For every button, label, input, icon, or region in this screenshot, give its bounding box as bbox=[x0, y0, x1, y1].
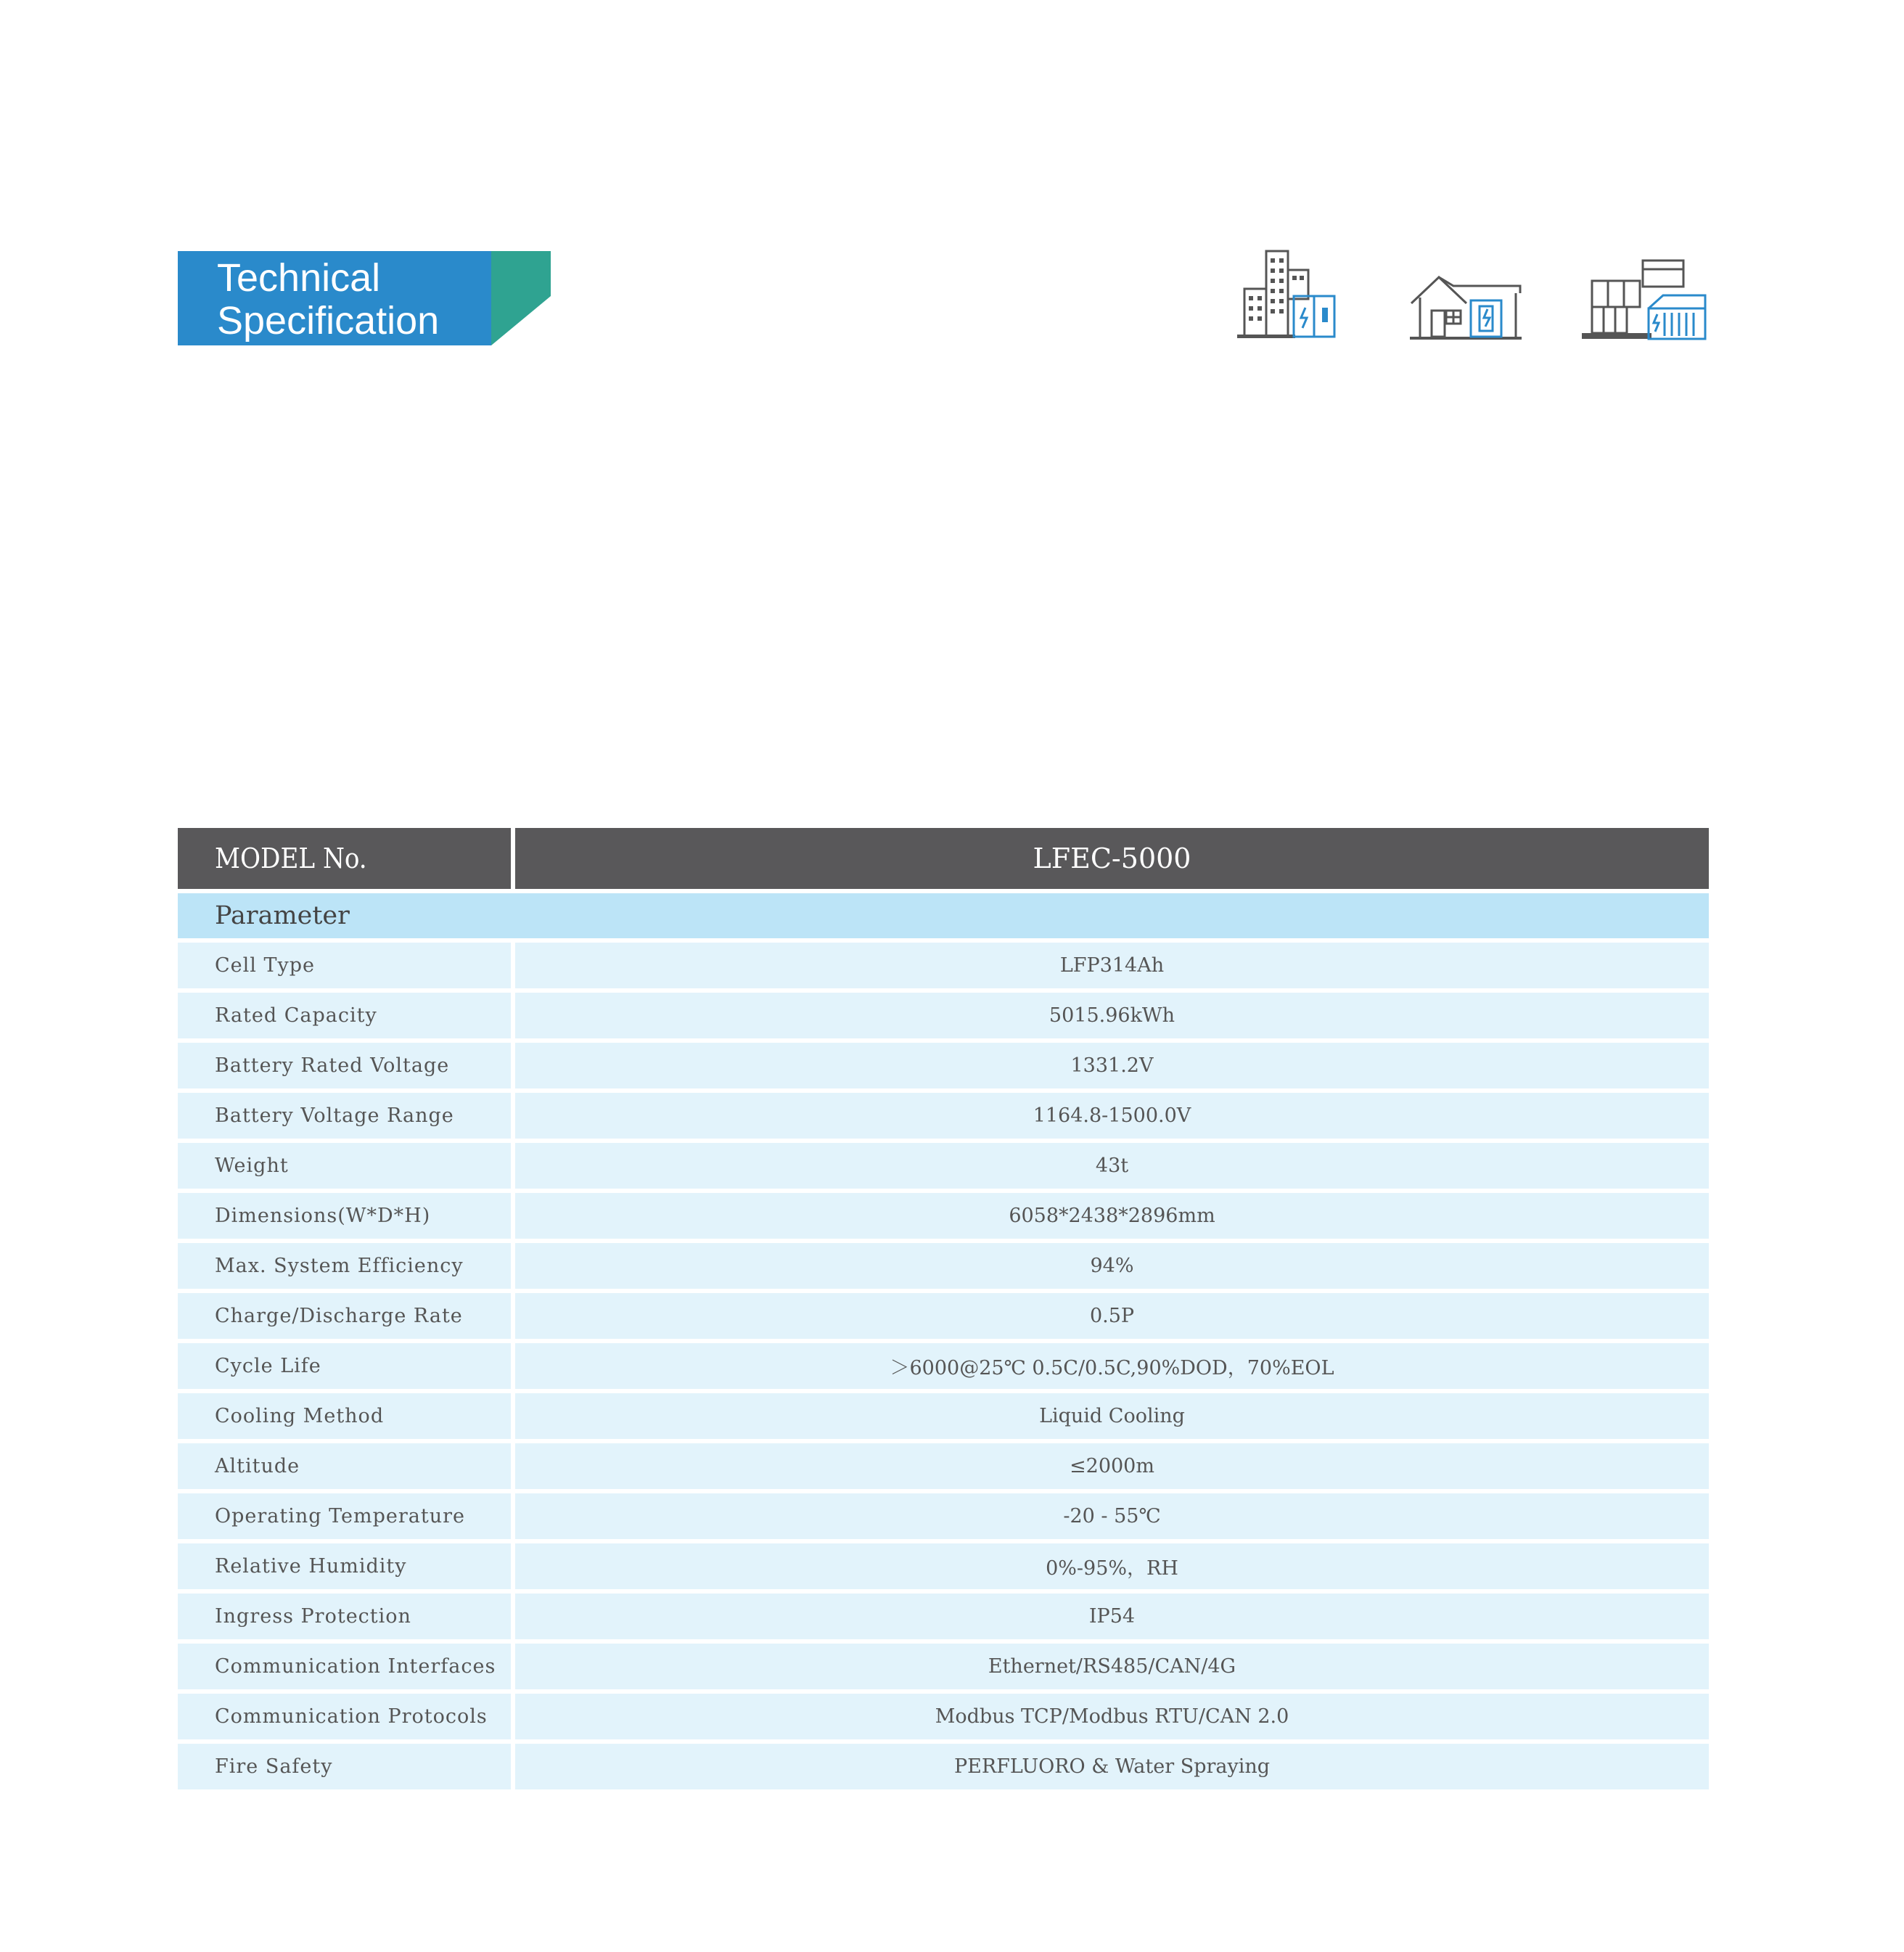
parameter-label: Dimensions(W*D*H) bbox=[178, 1193, 511, 1239]
parameter-label: Fire Safety bbox=[178, 1744, 511, 1789]
table-row bbox=[178, 1594, 1709, 1639]
parameter-label: Ingress Protection bbox=[178, 1594, 511, 1639]
table-row bbox=[178, 943, 1709, 988]
table-row bbox=[178, 1493, 1709, 1539]
parameter-value: PERFLUORO & Water Spraying bbox=[515, 1744, 1709, 1789]
table-row bbox=[178, 1293, 1709, 1339]
spec-table bbox=[178, 828, 1709, 1794]
table-header-row bbox=[178, 828, 1709, 889]
parameter-value: 1164.8-1500.0V bbox=[515, 1093, 1709, 1139]
table-row bbox=[178, 1694, 1709, 1739]
model-value: LFEC-5000 bbox=[515, 828, 1709, 889]
table-row bbox=[178, 1243, 1709, 1289]
table-row bbox=[178, 1744, 1709, 1789]
parameter-value: 6058*2438*2896mm bbox=[515, 1193, 1709, 1239]
parameter-label: Communication Protocols bbox=[178, 1694, 511, 1739]
parameter-value: 5015.96kWh bbox=[515, 993, 1709, 1038]
parameter-label: Communication Interfaces bbox=[178, 1644, 511, 1689]
residential-house-icon bbox=[1410, 268, 1522, 341]
commercial-building-icon bbox=[1237, 250, 1343, 340]
parameter-value: 0.5P bbox=[515, 1293, 1709, 1339]
table-row bbox=[178, 1343, 1709, 1389]
table-row bbox=[178, 1043, 1709, 1088]
parameter-value: ＞6000@25℃ 0.5C/0.5C,90%DOD，70%EOL bbox=[515, 1343, 1709, 1389]
parameter-value: 1331.2V bbox=[515, 1043, 1709, 1088]
parameter-value: -20 - 55℃ bbox=[515, 1493, 1709, 1539]
parameter-value: LFP314Ah bbox=[515, 943, 1709, 988]
parameter-section-header: Parameter bbox=[178, 893, 1709, 938]
parameter-label: Weight bbox=[178, 1143, 511, 1189]
parameter-label: Battery Voltage Range bbox=[178, 1093, 511, 1139]
industrial-container-icon bbox=[1582, 258, 1707, 342]
table-row bbox=[178, 1393, 1709, 1439]
table-body bbox=[178, 943, 1709, 1789]
parameter-label: Cycle Life bbox=[178, 1343, 511, 1389]
parameter-value: Liquid Cooling bbox=[515, 1393, 1709, 1439]
parameter-value: Ethernet/RS485/CAN/4G bbox=[515, 1644, 1709, 1689]
page-title-line1: Technical bbox=[217, 256, 381, 300]
parameter-label: Cooling Method bbox=[178, 1393, 511, 1439]
parameter-label: Battery Rated Voltage bbox=[178, 1043, 511, 1088]
table-row bbox=[178, 1143, 1709, 1189]
table-row bbox=[178, 1644, 1709, 1689]
parameter-value: ≤2000m bbox=[515, 1443, 1709, 1489]
page-title bbox=[217, 257, 439, 343]
parameter-label: Operating Temperature bbox=[178, 1493, 511, 1539]
parameter-label: Rated Capacity bbox=[178, 993, 511, 1038]
parameter-label: Charge/Discharge Rate bbox=[178, 1293, 511, 1339]
parameter-label: Relative Humidity bbox=[178, 1543, 511, 1589]
parameter-value: Modbus TCP/Modbus RTU/CAN 2.0 bbox=[515, 1694, 1709, 1739]
parameter-value: 43t bbox=[515, 1143, 1709, 1189]
parameter-label: Max. System Efficiency bbox=[178, 1243, 511, 1289]
parameter-label: Altitude bbox=[178, 1443, 511, 1489]
parameter-label: Cell Type bbox=[178, 943, 511, 988]
title-banner bbox=[178, 251, 551, 345]
table-row bbox=[178, 1443, 1709, 1489]
parameter-value: 0%-95%，RH bbox=[515, 1543, 1709, 1589]
table-row bbox=[178, 1193, 1709, 1239]
table-row bbox=[178, 1543, 1709, 1589]
model-label: MODEL No. bbox=[178, 828, 511, 889]
page-title-line2: Specification bbox=[217, 299, 440, 343]
table-row bbox=[178, 993, 1709, 1038]
parameter-value: IP54 bbox=[515, 1594, 1709, 1639]
parameter-value: 94% bbox=[515, 1243, 1709, 1289]
table-row bbox=[178, 1093, 1709, 1139]
